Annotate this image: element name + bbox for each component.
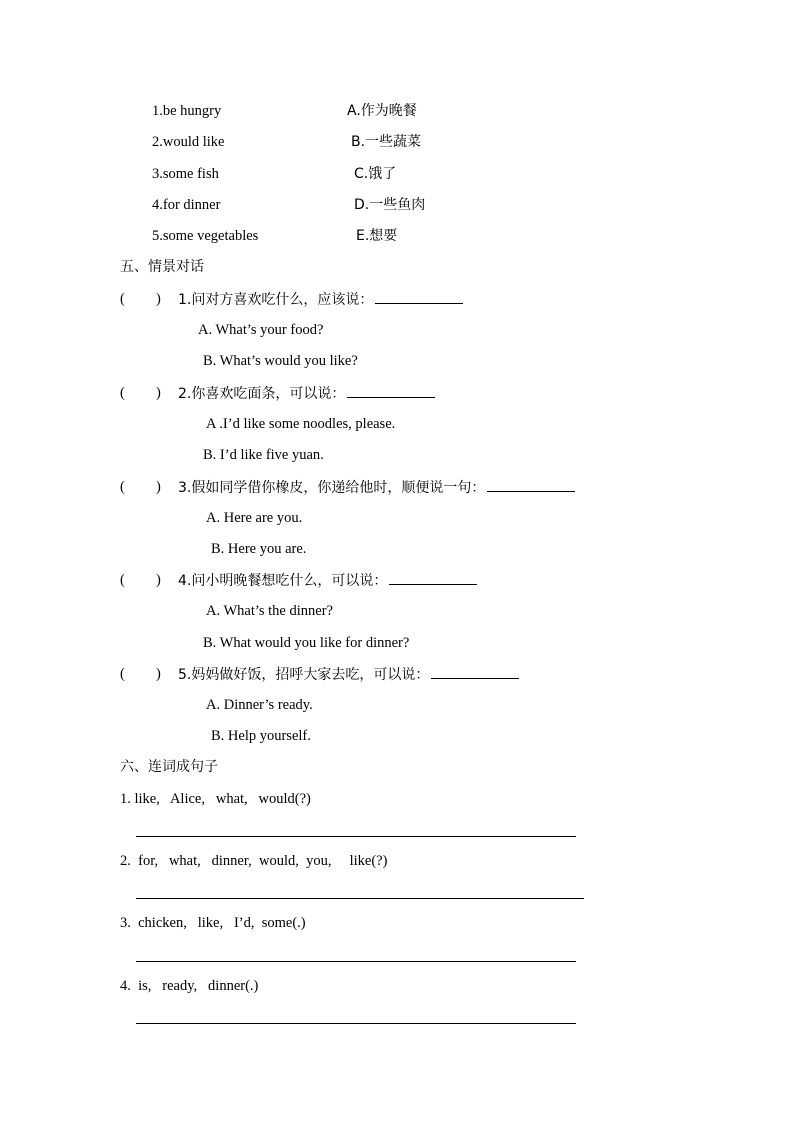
matching-right-a: A.作为晚餐 [347, 103, 417, 119]
word-order-item-2: 2. for, what, dinner, would, you, like(?) [120, 853, 388, 869]
answer-blank[interactable] [487, 477, 575, 492]
answer-paren-close: ) [156, 479, 161, 495]
answer-blank[interactable] [431, 664, 519, 679]
answer-line[interactable] [136, 961, 576, 962]
answer-paren-open: ( [120, 666, 125, 682]
matching-left-2: 2.would like [152, 134, 225, 150]
option-b: B. Help yourself. [211, 728, 311, 744]
question-2 [178, 383, 435, 404]
answer-paren-close: ) [156, 572, 161, 588]
word-order-item-3: 3. chicken, like, I’d, some(.) [120, 915, 306, 931]
word-order-item-4: 4. is, ready, dinner(.) [120, 978, 259, 994]
question-3 [178, 477, 575, 498]
answer-paren-open: ( [120, 385, 125, 401]
option-b: B. Here you are. [211, 541, 307, 557]
option-b: B. I’d like five yuan. [203, 447, 324, 463]
question-1 [178, 289, 463, 310]
answer-paren-close: ) [156, 385, 161, 401]
section6-heading: 六、连词成句子 [120, 759, 218, 775]
option-b: B. What would you like for dinner? [203, 635, 410, 651]
matching-right-d: D.一些鱼肉 [354, 197, 426, 213]
question-4 [178, 570, 477, 591]
answer-line[interactable] [136, 836, 576, 837]
question-prompt: 3.假如同学借你橡皮，你递给他时，顺便说一句： [178, 480, 486, 496]
answer-paren-open: ( [120, 479, 125, 495]
matching-right-e: E.想要 [356, 228, 398, 244]
option-a: A. What’s the dinner? [206, 603, 333, 619]
option-a: A. Here are you. [206, 510, 303, 526]
answer-blank[interactable] [389, 570, 477, 585]
matching-left-5: 5.some vegetables [152, 228, 259, 244]
answer-paren-close: ) [156, 291, 161, 307]
section5-heading: 五、情景对话 [120, 259, 204, 275]
option-a: A. Dinner’s ready. [206, 697, 313, 713]
answer-blank[interactable] [347, 383, 435, 398]
matching-left-3: 3.some fish [152, 166, 219, 182]
answer-paren-open: ( [120, 572, 125, 588]
question-prompt: 2.你喜欢吃面条，可以说： [178, 386, 346, 402]
question-prompt: 1.问对方喜欢吃什么，应该说： [178, 292, 374, 308]
answer-line[interactable] [136, 898, 584, 899]
answer-blank[interactable] [375, 289, 463, 304]
matching-right-b: B.一些蔬菜 [351, 134, 422, 150]
option-a: A. What’s your food? [198, 322, 324, 338]
question-prompt: 5.妈妈做好饭，招呼大家去吃，可以说： [178, 667, 430, 683]
answer-paren-close: ) [156, 666, 161, 682]
answer-line[interactable] [136, 1023, 576, 1024]
question-5 [178, 664, 519, 685]
matching-left-1: 1.be hungry [152, 103, 222, 119]
answer-paren-open: ( [120, 291, 125, 307]
option-b: B. What’s would you like? [203, 353, 358, 369]
question-prompt: 4.问小明晚餐想吃什么，可以说： [178, 573, 388, 589]
option-a: A .I’d like some noodles, please. [206, 416, 396, 432]
matching-right-c: C.饿了 [354, 166, 397, 182]
matching-left-4: 4.for dinner [152, 197, 221, 213]
word-order-item-1: 1. like, Alice, what, would(?) [120, 791, 311, 807]
